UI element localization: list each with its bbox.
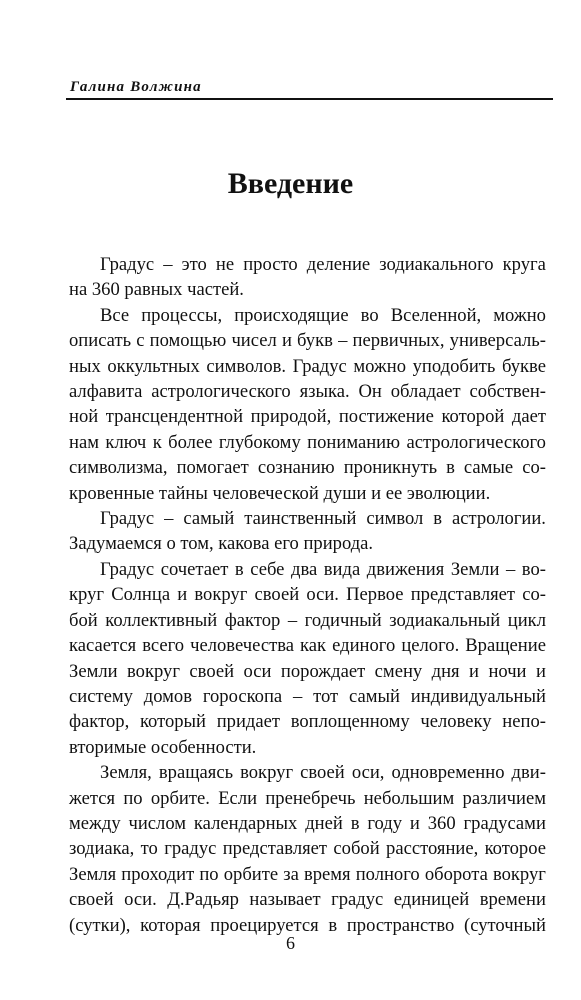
text-line: алфавита астрологического языка. Он обладает собствен- (69, 381, 546, 403)
text-line: Все процессы, происходящие во Вселенной, можно (100, 304, 546, 326)
header-rule (66, 98, 553, 100)
text-line: символизма, помогает сознанию проникнуть в самые со- (69, 457, 546, 479)
text-line: Земля, вращаясь вокруг своей оси, одновременно дви- (100, 762, 546, 784)
running-head-author: Галина Волжина (70, 79, 202, 95)
text-line: Градус сочетает в себе два вида движения Земли – во- (100, 558, 546, 580)
paragraph (69, 506, 546, 557)
text-line: касается всего человечества как единого целого. Вращение (69, 635, 546, 657)
text-line: нам ключ к более глубокому пониманию астрологического (69, 431, 546, 453)
text-line: систему домов гороскопа – тот самый индивидуальный (69, 685, 546, 707)
text-line: своей оси. Д.Радьяр называет градус единицей времени (69, 889, 546, 911)
text-line: между числом календарных дней в году и 360 градусами (69, 812, 546, 834)
body-text (69, 252, 546, 938)
text-line: бой коллективный фактор – годичный зодиакальный цикл (69, 609, 546, 631)
text-line: фактор, который придает воплощенному человеку непо- (69, 711, 546, 733)
paragraph (69, 252, 546, 303)
text-line: на 360 равных частей. (69, 279, 244, 301)
text-line: Земли вокруг своей оси порождает смену дня и ночи и (69, 660, 546, 682)
text-line: ных оккультных символов. Градус можно уподобить букве (69, 355, 546, 377)
text-line: описать с помощью чисел и букв – первичных, универсаль- (69, 330, 546, 352)
paragraph (69, 303, 546, 506)
text-line: (сутки), которая проецируется в пространство (суточный (69, 914, 546, 936)
paragraph (69, 557, 546, 760)
page-number: 6 (286, 933, 295, 953)
text-line: Градус – самый таинственный символ в астрологии. (100, 508, 546, 530)
text-line: жется по орбите. Если пренебречь небольшим различием (69, 787, 546, 809)
text-line: вторимые особенности. (69, 736, 257, 758)
text-line: Градус – это не просто деление зодиакального круга (100, 254, 546, 275)
text-line: Земля проходит по орбите за время полного оборота вокруг (69, 863, 546, 885)
text-line: кровенные тайны человеческой души и ее эволюции. (69, 482, 491, 504)
paragraph (69, 760, 546, 938)
chapter-title: Введение (227, 167, 354, 200)
text-line: зодиака, то градус представляет собой расстояние, которое (69, 838, 546, 860)
text-line: круг Солнца и вокруг своей оси. Первое представляет со- (69, 584, 546, 606)
text-line: ной трансцендентной природой, постижение которой дает (69, 406, 546, 428)
text-line: Задумаемся о том, какова его природа. (69, 533, 374, 555)
